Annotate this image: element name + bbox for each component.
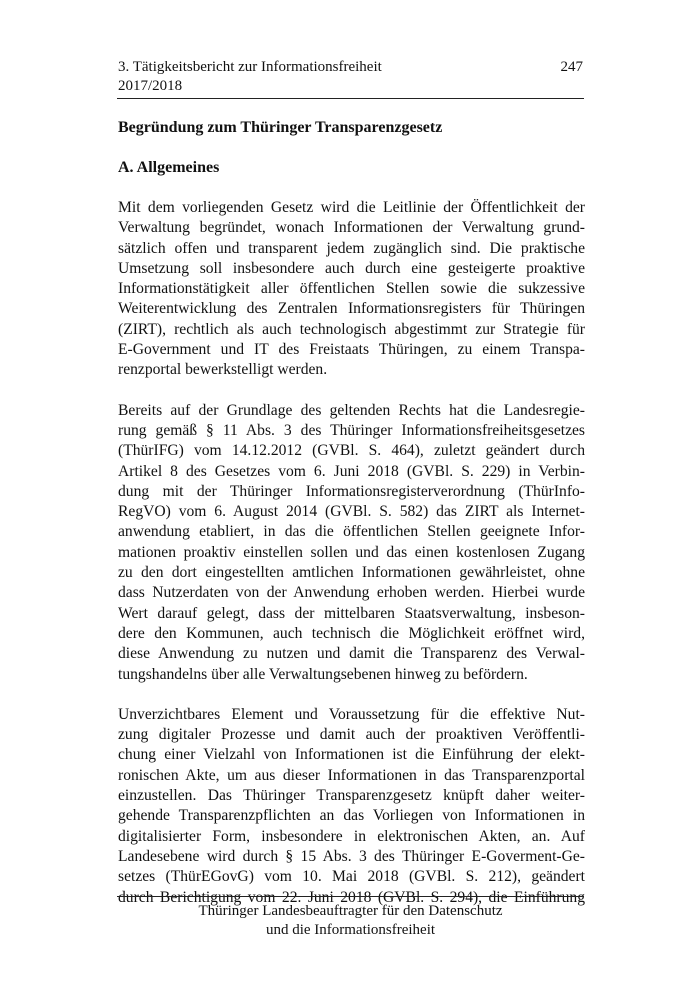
paragraph-line: zung digitaler Prozesse und damit auch der proaktiven Veröffentli- — [118, 726, 585, 744]
paragraph-line: ronischen Akte, um aus dieser Informationen in das Transparenzportal — [118, 766, 585, 784]
paragraph-line: setzes (ThürEGovG) vom 10. Mai 2018 (GVBl. S. 212), geändert — [118, 868, 585, 886]
page-header — [118, 58, 583, 96]
paragraph-line: Umsetzung soll insbesondere auch durch eine gesteigerte proaktive — [118, 259, 585, 277]
paragraph-line: renzportal bewerkstelligt werden. — [118, 361, 328, 379]
section-heading: A. Allgemeines — [118, 159, 220, 176]
paragraph-line: anwendung etabliert, in das die öffentlichen Stellen geeignete Infor- — [118, 523, 585, 541]
paragraph-line: Weiterentwicklung des Zentralen Informationsregisters für Thüringen — [118, 300, 585, 318]
paragraph-line: digitalisierter Form, insbesondere in elektronischen Akten, an. Auf — [118, 827, 585, 845]
paragraph-1 — [118, 198, 585, 381]
footer-line2: und die Informationsfreiheit — [265, 922, 436, 938]
paragraph-line: zu den dort eingestellten amtlichen Informationen gewährleistet, ohne — [118, 564, 585, 582]
paragraph-line: sätzlich offen und transparent jedem zugänglich sind. Die praktische — [118, 239, 585, 257]
page-number: 247 — [560, 59, 583, 75]
paragraph-line: Landesebene wird durch § 15 Abs. 3 des Thüringer E-Goverment-Ge- — [118, 847, 585, 865]
paragraph-line: RegVO) vom 6. August 2014 (GVBl. S. 582) das ZIRT als Internet- — [118, 503, 585, 521]
paragraph-line: Artikel 8 des Gesetzes vom 6. Juni 2018 (GVBl. S. 229) in Verbin- — [118, 462, 585, 480]
paragraph-line: einzustellen. Das Thüringer Transparenzgesetz knüpft daher weiter- — [118, 787, 585, 805]
header-title-line2: 2017/2018 — [118, 78, 183, 94]
document-body — [118, 118, 585, 908]
paragraph-line: diese Anwendung zu nutzen und damit die Transparenz des Verwal- — [118, 645, 585, 663]
paragraph-line: Bereits auf der Grundlage des geltenden Rechts hat die Landesregie- — [118, 401, 585, 419]
paragraph-3 — [118, 705, 585, 908]
paragraph-line: rung gemäß § 11 Abs. 3 des Thüringer Informationsfreiheitsgesetzes — [118, 421, 585, 439]
paragraph-line: (ZIRT), rechtlich als auch technologisch abgestimmt zur Strategie für — [118, 320, 585, 338]
paragraph-line: Mit dem vorliegenden Gesetz wird die Leitlinie der Öffentlichkeit der — [118, 199, 585, 216]
header-divider — [117, 98, 584, 99]
document-title: Begründung zum Thüringer Transparenzgesetz — [118, 119, 443, 136]
paragraph-line: Unverzichtbares Element und Voraussetzung für die effektive Nut- — [118, 705, 585, 723]
paragraph-line: Wert darauf gelegt, dass der mittelbaren Staatsverwaltung, insbeson- — [118, 604, 585, 622]
paragraph-line: gehende Transparenzpflichten an das Vorliegen von Informationen in — [118, 807, 585, 825]
paragraph-line: durch Berichtigung vom 22. Juni 2018 (GVBl. S. 294), die Einführung — [118, 888, 585, 906]
paragraph-line: dass Nutzerdaten von der Anwendung erhoben werden. Hierbei wurde — [118, 584, 585, 602]
paragraph-line: tungshandelns über alle Verwaltungsebenen hinweg zu befördern. — [118, 665, 528, 683]
paragraph-line: dung mit der Thüringer Informationsregisterverordnung (ThürInfo- — [118, 482, 585, 500]
paragraph-line: chung einer Vielzahl von Informationen ist die Einführung der elekt- — [118, 746, 585, 764]
paragraph-2 — [118, 401, 585, 685]
header-title-line1: 3. Tätigkeitsbericht zur Informationsfreiheit — [118, 59, 382, 75]
paragraph-line: (ThürIFG) vom 14.12.2012 (GVBl. S. 464), zuletzt geändert durch — [118, 442, 585, 460]
footer-divider — [117, 896, 584, 897]
paragraph-line: Verwaltung begründet, wonach Informationen der Verwaltung grund- — [118, 219, 585, 237]
paragraph-line: dere den Kommunen, auch technisch die Möglichkeit eröffnet wird, — [118, 624, 585, 642]
paragraph-line: Informationstätigkeit aller öffentlichen Stellen sowie die sukzessive — [118, 280, 585, 298]
page-footer — [117, 902, 584, 940]
footer-line1: Thüringer Landesbeauftragter für den Datenschutz — [198, 903, 503, 919]
paragraph-line: E-Government und IT des Freistaats Thüringen, zu einem Transpa- — [118, 341, 585, 359]
paragraph-line: mationen proaktiv einstellen sollen und das einen kostenlosen Zugang — [118, 543, 585, 561]
